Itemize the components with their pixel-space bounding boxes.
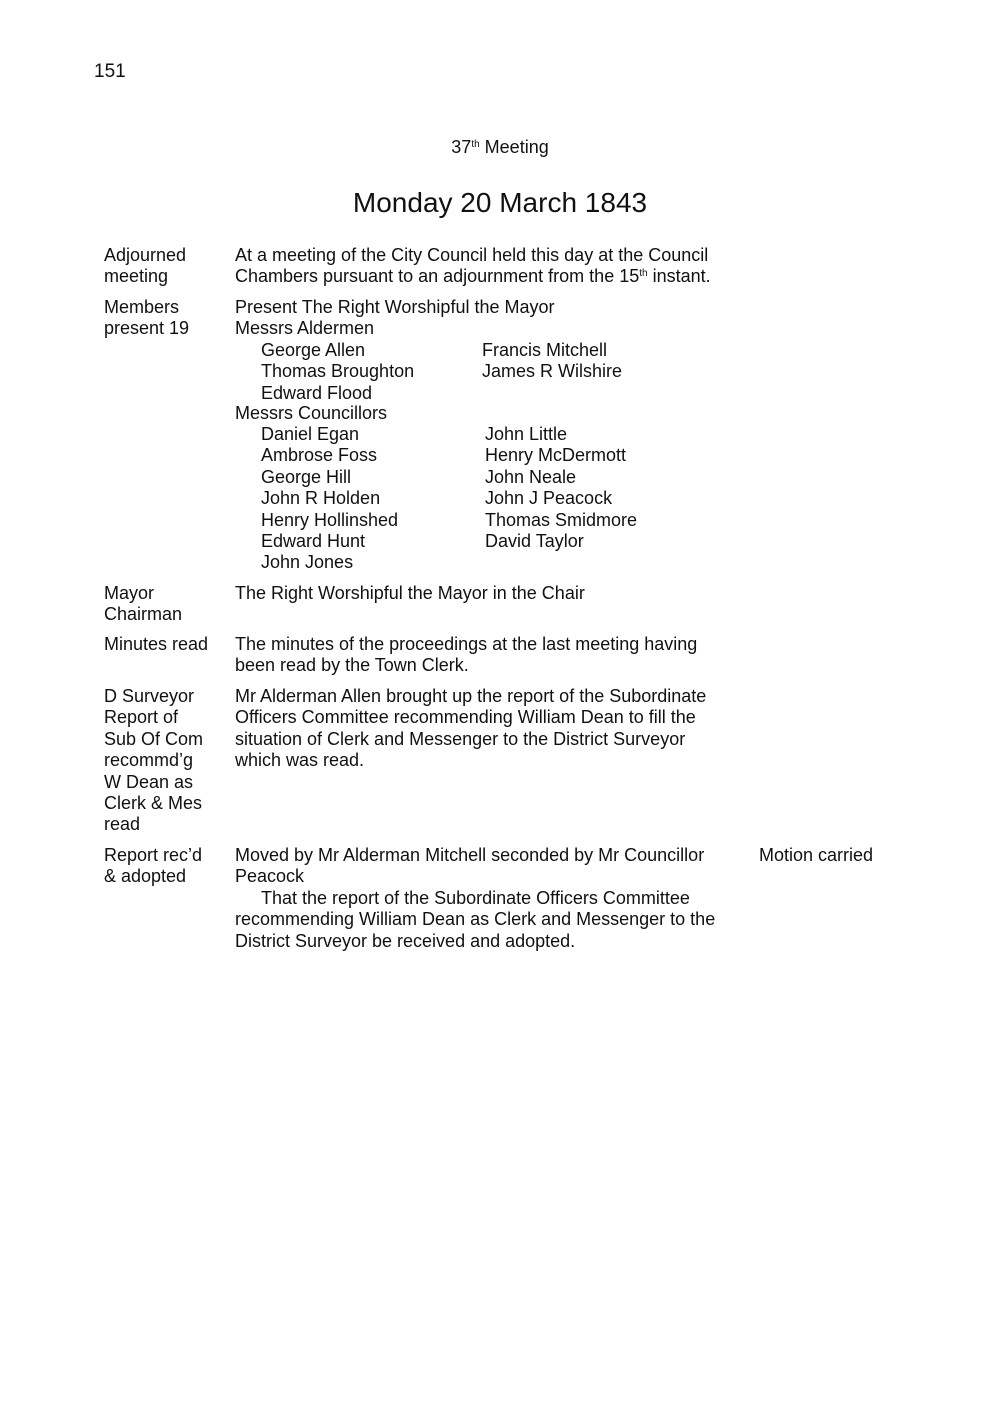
- report-paragraph: [235, 686, 706, 772]
- line-text: Chambers pursuant to an adjournment from the 15: [235, 266, 640, 287]
- meeting-ordinal: 37: [451, 137, 472, 157]
- motion-paragraph: [235, 845, 715, 952]
- page-number: 151: [94, 61, 126, 82]
- member-name: Thomas Smidmore: [485, 509, 638, 530]
- member-name: John R Holden: [261, 488, 381, 509]
- present-line: Present The Right Worshipful the Mayor: [235, 297, 555, 317]
- aldermen-heading: Messrs Aldermen: [235, 318, 375, 338]
- member-name: James R Wilshire: [482, 361, 623, 382]
- paragraph-line: The Right Worshipful the Mayor in the Chair: [235, 583, 585, 603]
- paragraph-line: [235, 266, 711, 287]
- member-name: Edward Flood: [261, 382, 373, 403]
- paragraph-line: Peacock: [235, 866, 305, 887]
- margin-note-report: [104, 686, 203, 836]
- meeting-ordinal-suffix: th: [471, 139, 480, 150]
- margin-line: present 19: [104, 318, 190, 339]
- paragraph-line: been read by the Town Clerk.: [235, 655, 469, 676]
- member-name: John Little: [485, 424, 568, 444]
- margin-line: recommd’g: [104, 750, 194, 771]
- margin-line: Adjourned: [104, 245, 187, 265]
- margin-line: & adopted: [104, 866, 187, 887]
- paragraph-line: Mr Alderman Allen brought up the report of the Subordinate: [235, 686, 707, 706]
- member-name: John J Peacock: [485, 488, 613, 509]
- margin-line: Mayor: [104, 583, 155, 603]
- member-name: David Taylor: [485, 531, 584, 552]
- member-name: Daniel Egan: [261, 424, 360, 444]
- paragraph-line: recommending William Dean as Clerk and Messenger to the: [235, 909, 716, 930]
- member-name: Edward Hunt: [261, 531, 366, 552]
- member-name: Francis Mitchell: [482, 340, 608, 360]
- minutes-paragraph: [235, 634, 697, 677]
- aldermen-list-left: [261, 340, 414, 404]
- margin-note-chairman: [104, 583, 182, 626]
- paragraph-line: District Surveyor be received and adopted.: [235, 930, 576, 951]
- member-name: John Neale: [485, 466, 577, 487]
- margin-line: Report of: [104, 707, 179, 728]
- councillors-list-right: [485, 424, 637, 552]
- margin-line: Report rec’d: [104, 845, 203, 865]
- paragraph-line: Moved by Mr Alderman Mitchell seconded by Mr Councillor: [235, 845, 705, 865]
- margin-line: Clerk & Mes: [104, 793, 203, 814]
- councillors-heading: Messrs Councillors: [235, 403, 388, 423]
- member-name: Thomas Broughton: [261, 361, 415, 382]
- adjourned-paragraph: [235, 245, 711, 288]
- member-name: George Hill: [261, 466, 352, 487]
- meeting-word: Meeting: [484, 137, 549, 157]
- margin-line: meeting: [104, 266, 169, 287]
- councillors-list-left: [261, 424, 398, 574]
- chairman-paragraph: [235, 583, 585, 604]
- member-name: John Jones: [261, 552, 354, 573]
- margin-note-adopted: [104, 845, 202, 888]
- aldermen-list-right: [482, 340, 622, 383]
- paragraph-line: At a meeting of the City Council held this day at the Council: [235, 245, 709, 265]
- margin-line: D Surveyor: [104, 686, 195, 706]
- margin-line: Minutes read: [104, 634, 209, 654]
- member-name: Ambrose Foss: [261, 445, 378, 466]
- member-name: Henry McDermott: [485, 445, 627, 466]
- margin-note-minutes: [104, 634, 208, 655]
- margin-note-adjourned: [104, 245, 186, 288]
- margin-line: Chairman: [104, 604, 183, 625]
- paragraph-line: which was read.: [235, 750, 365, 771]
- meeting-date-title: Monday 20 March 1843: [352, 187, 648, 218]
- line-text: instant.: [647, 266, 711, 287]
- member-name: George Allen: [261, 340, 366, 360]
- margin-note-members: [104, 297, 189, 340]
- margin-line: read: [104, 814, 141, 835]
- paragraph-line: The minutes of the proceedings at the last meeting having: [235, 634, 698, 654]
- paragraph-line: That the report of the Subordinate Officers Committee: [261, 887, 690, 908]
- margin-line: Members: [104, 297, 180, 317]
- member-name: Henry Hollinshed: [261, 509, 399, 530]
- motion-outcome-note: Motion carried: [759, 845, 874, 865]
- paragraph-line: situation of Clerk and Messenger to the District Surveyor: [235, 728, 686, 749]
- meeting-number: [0, 137, 1000, 158]
- margin-line: Sub Of Com: [104, 728, 204, 749]
- ordinal-suffix: th: [639, 268, 648, 280]
- margin-line: W Dean as: [104, 771, 194, 792]
- paragraph-line: Officers Committee recommending William Dean to fill the: [235, 707, 696, 728]
